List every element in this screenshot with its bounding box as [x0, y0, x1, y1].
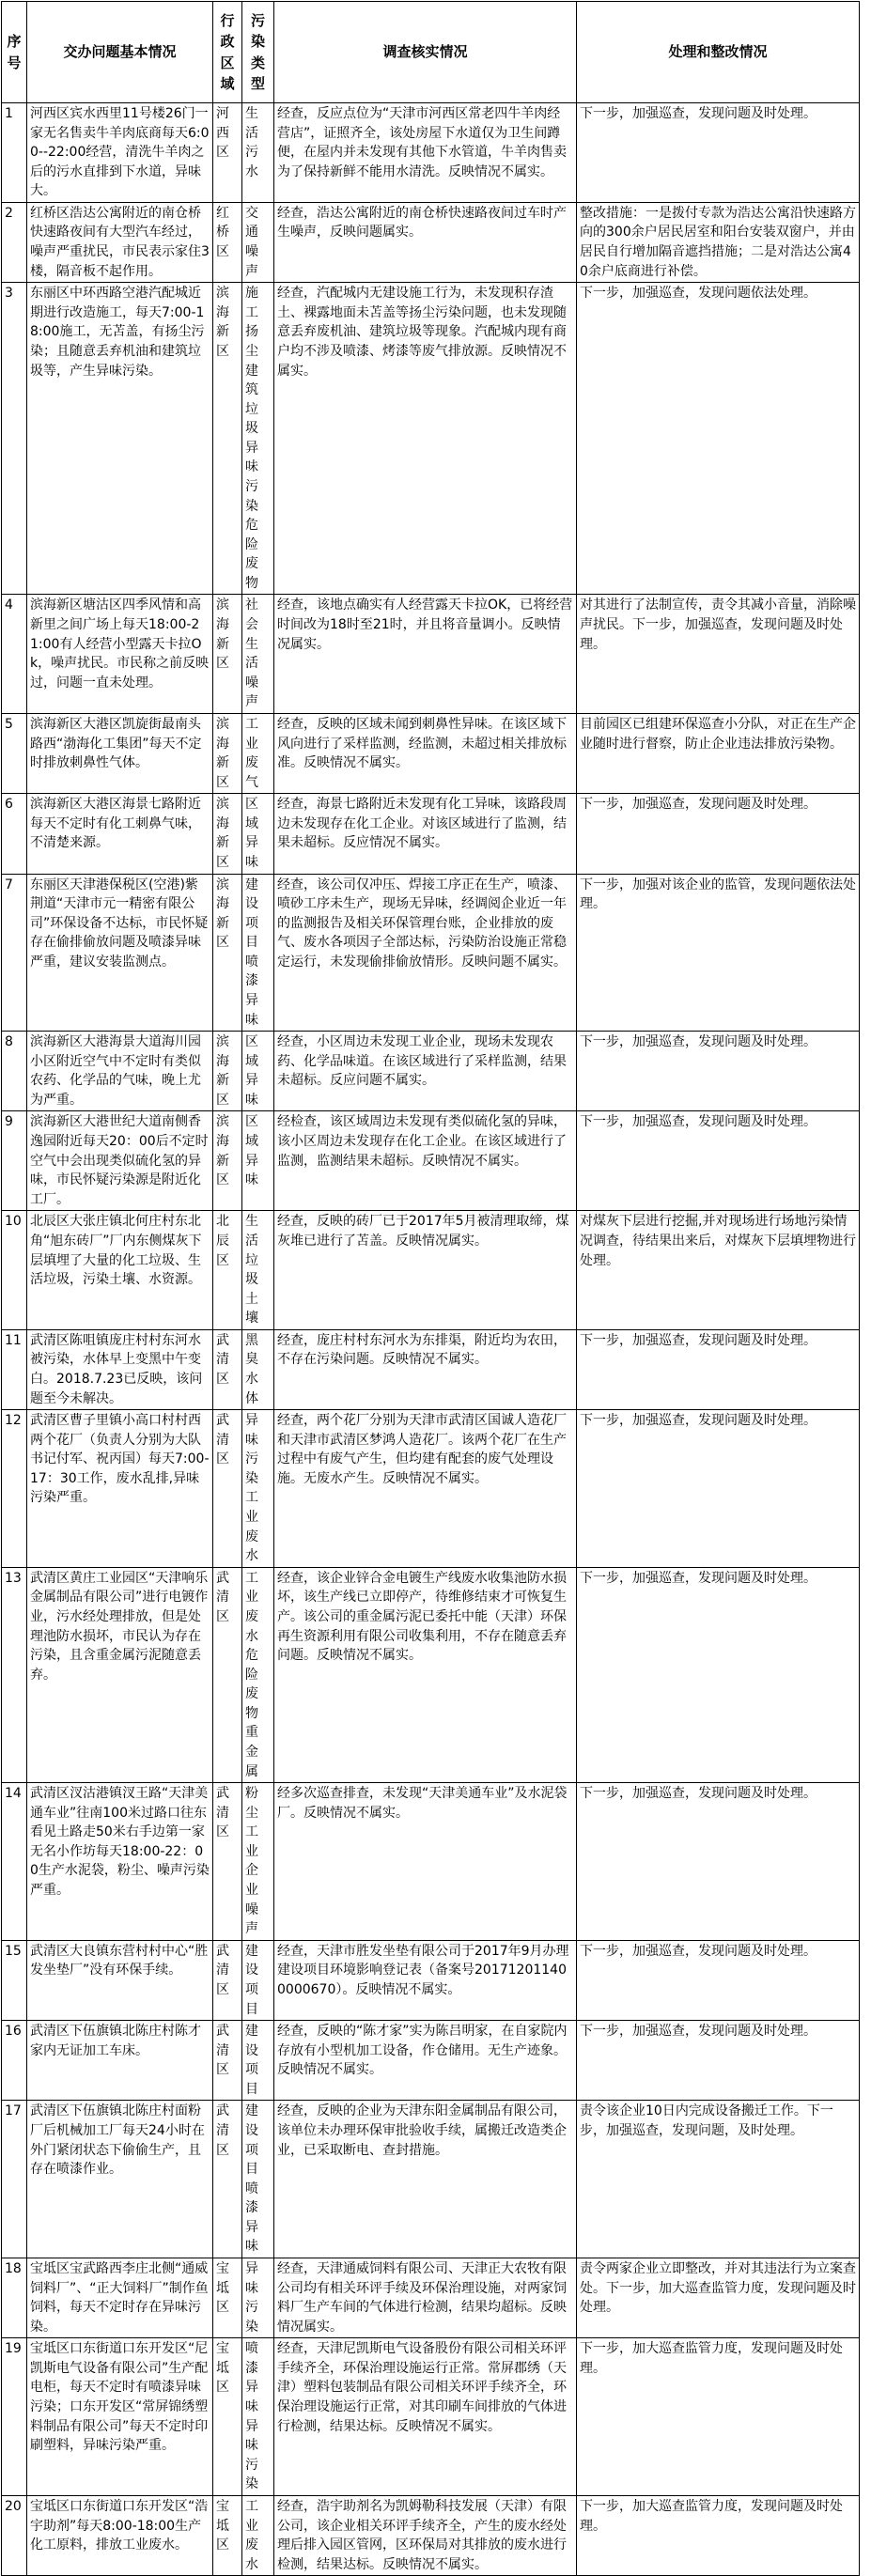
cell-region: 武清区 — [213, 1567, 242, 1782]
cell-investigation: 经查，该公司仅冲压、焊接工序正在生产，喷漆、喷砂工序未生产，现场无异味，经调阅企业近一年的监测报告及相关环保管理台账，企业排放的废气、废水各项因子全部达标，污染防治设施正常稳定运行，未发现偷排偷放情形。反映问题不属实。 — [274, 874, 577, 1032]
cell-handling: 下一步，加大巡查监管力度，发现问题及时处理。 — [577, 2495, 860, 2575]
cell-no: 7 — [2, 874, 27, 1032]
cell-no: 17 — [2, 2101, 27, 2258]
cell-type: 生活垃圾土壤 — [242, 1211, 274, 1329]
column-header-handling: 处理和整改情况 — [577, 2, 860, 103]
cell-handling: 下一步，加强巡查，发现问题及时处理。 — [577, 1410, 860, 1568]
complaints-table — [1, 1, 860, 2576]
cell-issue: 宝坻区口东街道口东开发区“浩宇助剂”每天8:00-18:00生产化工原料，排放工业废水。 — [27, 2495, 213, 2575]
cell-issue: 武清区黄庄工业园区“天津响乐金属制品有限公司”进行电镀作业，污水经处理排放，但是处理池防水损坏，市民认为存在污染，且含重金属污泥随意丢弃。 — [27, 1567, 213, 1782]
cell-issue: 滨海新区大港海景大道海川园小区附近空气中不定时有类似农药、化学品的气味，晚上尤为严重。 — [27, 1032, 213, 1111]
table-row — [2, 794, 860, 874]
cell-region: 红桥区 — [213, 202, 242, 282]
cell-no: 6 — [2, 794, 27, 874]
cell-type: 生活污水 — [242, 103, 274, 203]
cell-region: 滨海新区 — [213, 283, 242, 595]
cell-type: 建设项目喷漆异味 — [242, 874, 274, 1032]
cell-no: 16 — [2, 2021, 27, 2101]
cell-region: 滨海新区 — [213, 1111, 242, 1211]
cell-type: 喷漆异味异味污染 — [242, 2338, 274, 2496]
cell-region: 武清区 — [213, 2101, 242, 2258]
cell-handling: 下一步，加强巡查，发现问题及时处理。 — [577, 1567, 860, 1782]
cell-investigation: 经查，小区周边未发现工业企业，现场未发现农药、化学品味道。在该区域进行了采样监测，结果未超标。反应问题不属实。 — [274, 1032, 577, 1111]
cell-handling: 下一步，加大巡查监管力度，发现问题及时处理。 — [577, 2338, 860, 2496]
cell-issue: 东丽区天津港保税区(空港)紫荆道“天津市元一精密有限公司”环保设备不达标，市民怀疑存在偷排偷放问题及喷漆异味严重，建议安装监测点。 — [27, 874, 213, 1032]
cell-region: 宝坻区 — [213, 2495, 242, 2575]
cell-type: 粉尘工业企业噪声 — [242, 1783, 274, 1941]
cell-no: 1 — [2, 103, 27, 203]
table-row — [2, 874, 860, 1032]
cell-investigation: 经查，该企业锌合金电镀生产线废水收集池防水损坏，该生产线已立即停产，待维修结束才可恢复生产。该公司的重金属污泥已委托中能（天津）环保再生资源利用有限公司收集利用，不存在随意丢弃问题。反映情况不属实。 — [274, 1567, 577, 1782]
cell-region: 宝坻区 — [213, 2338, 242, 2496]
cell-region: 滨海新区 — [213, 595, 242, 713]
column-header-type: 污染类型 — [242, 2, 274, 103]
cell-handling: 责令该企业10日内完成设备搬迁工作。下一步，加强巡查，发现问题，及时处理。 — [577, 2101, 860, 2258]
cell-handling: 目前园区已组建环保巡查小分队，对正在生产企业随时进行督察，防止企业违法排放污染物。 — [577, 713, 860, 793]
cell-issue: 武清区曹子里镇小高口村村西两个花厂（负责人分别为大队书记付军、祝丙国）每天7:00-17：30工作，废水乱排,异味污染严重。 — [27, 1410, 213, 1568]
cell-type: 工业废水 — [242, 2495, 274, 2575]
cell-region: 武清区 — [213, 2021, 242, 2101]
cell-no: 9 — [2, 1111, 27, 1211]
cell-type: 交通噪声 — [242, 202, 274, 282]
cell-type: 社会生活噪声 — [242, 595, 274, 713]
cell-issue: 宝坻区口东街道口东开发区“尼凯斯电气设备有限公司”生产配电柜，每天不定时有喷漆异味污染；口东开发区“常屏锦绣塑料制品有限公司”每天不定时印刷塑料，异味污染严重。 — [27, 2338, 213, 2496]
cell-investigation: 经查，天津通威饲料有限公司、天津正大农牧有限公司均有相关环评手续及环保治理设施，对两家饲料厂生产车间的气体进行检测，结果均超标。反映情况属实。 — [274, 2258, 577, 2338]
cell-handling: 下一步，加强巡查，发现问题及时处理。 — [577, 2021, 860, 2101]
cell-no: 8 — [2, 1032, 27, 1111]
cell-handling: 下一步，加强巡查，发现问题及时处理。 — [577, 794, 860, 874]
cell-investigation: 经查，两个花厂分别为天津市武清区国诚人造花厂和天津市武清区梦鸿人造花厂。该两个花厂在生产过程中有废气产生，但均建有配套的废气处理设施。无废水产生。反映情况不属实。 — [274, 1410, 577, 1568]
table-row — [2, 283, 860, 595]
cell-no: 18 — [2, 2258, 27, 2338]
table-row — [2, 202, 860, 282]
cell-region: 北辰区 — [213, 1211, 242, 1329]
cell-region: 河西区 — [213, 103, 242, 203]
table-row — [2, 1032, 860, 1111]
cell-investigation: 经查，浩达公寓附近的南仓桥快速路夜间过车时产生噪声，反映问题属实。 — [274, 202, 577, 282]
cell-investigation: 经查，该地点确实有人经营露天卡拉OK，已将经营时间改为18时至21时，并且将音量调小。反映情况属实。 — [274, 595, 577, 713]
cell-region: 滨海新区 — [213, 1032, 242, 1111]
cell-type: 区域异味 — [242, 794, 274, 874]
cell-issue: 河西区宾水西里11号楼26门一家无名售卖牛羊肉底商每天6:00--22:00经营，清洗牛羊肉之后的污水直排到下水道，异味大。 — [27, 103, 213, 203]
cell-issue: 武清区汊沽港镇汊王路“天津美通车业”往南100米过路口往东看见土路走50米右手边第一家无名小作坊每天18:00-22：00生产水泥袋，粉尘、噪声污染严重。 — [27, 1783, 213, 1941]
cell-issue: 东丽区中环西路空港汽配城近期进行改造施工，每天7:00-18:00施工，无苫盖，有扬尘污染；且随意丢弃机油和建筑垃圾等，产生异味污染。 — [27, 283, 213, 595]
cell-region: 滨海新区 — [213, 794, 242, 874]
cell-type: 工业废气 — [242, 713, 274, 793]
cell-type: 建设项目 — [242, 1940, 274, 2020]
column-header-investigation: 调查核实情况 — [274, 2, 577, 103]
table-row — [2, 713, 860, 793]
cell-handling: 整改措施：一是拨付专款为浩达公寓沿快速路方向的300余户居民居室和阳台安装双窗户，并由居民自行增加隔音遮挡措施；二是对浩达公寓40余户底商进行补偿。 — [577, 202, 860, 282]
table-row — [2, 595, 860, 713]
cell-investigation: 经查，反映的“陈才家”实为陈吕明家，在自家院内存放有小型机加工设备，作仓储用。无生产迹象。反映情况不属实。 — [274, 2021, 577, 2101]
cell-issue: 宝坻区宝武路西李庄北侧“通威饲料厂”、“正大饲料厂”制作鱼饲料，每天不定时存在异味污染。 — [27, 2258, 213, 2338]
cell-handling: 下一步，加强巡查，发现问题及时处理。 — [577, 1329, 860, 1409]
cell-type: 施工扬尘建筑垃圾异味污染危险废物 — [242, 283, 274, 595]
cell-investigation: 经查，反映的区域未闻到刺鼻性异味。在该区域下风向进行了采样监测，经监测，未超过相关排放标准。反映情况不属实。 — [274, 713, 577, 793]
cell-no: 5 — [2, 713, 27, 793]
cell-handling: 下一步，加强巡查，发现问题依法处理。 — [577, 283, 860, 595]
cell-investigation: 经检查，该区域周边未发现有类似硫化氢的异味，该小区周边未发现存在化工企业。在该区域进行了监测，监测结果未超标。反映情况不属实。 — [274, 1111, 577, 1211]
table-row — [2, 2258, 860, 2338]
cell-investigation: 经查，反映的砖厂已于2017年5月被清理取缔，煤灰堆已进行了苫盖。反映情况属实。 — [274, 1211, 577, 1329]
table-row — [2, 1410, 860, 1568]
column-header-region: 行政区域 — [213, 2, 242, 103]
cell-type: 建设项目 — [242, 2021, 274, 2101]
cell-handling: 下一步，加强巡查，发现问题及时处理。 — [577, 1940, 860, 2020]
table-row — [2, 2101, 860, 2258]
cell-handling: 下一步，加强对该企业的监管，发现问题依法处理。 — [577, 874, 860, 1032]
cell-no: 19 — [2, 2338, 27, 2496]
cell-region: 武清区 — [213, 1940, 242, 2020]
cell-no: 12 — [2, 1410, 27, 1568]
cell-region: 滨海新区 — [213, 874, 242, 1032]
cell-issue: 红桥区浩达公寓附近的南仓桥快速路夜间有大型汽车经过，噪声严重扰民，市民表示家住3楼，隔音板不起作用。 — [27, 202, 213, 282]
table-row — [2, 1940, 860, 2020]
cell-no: 4 — [2, 595, 27, 713]
cell-investigation: 经查，汽配城内无建设施工行为，未发现积存渣土、裸露地面未苫盖等扬尘污染问题，也未发现随意丢弃废机油、建筑垃圾等现象。汽配城内现有商户均不涉及喷漆、烤漆等废气排放源。反映情况不属实。 — [274, 283, 577, 595]
cell-handling: 对煤灰下层进行挖掘,并对现场进行场地污染情况调查，待结果出来后，对煤灰下层填埋物进行处理。 — [577, 1211, 860, 1329]
cell-issue: 武清区下伍旗镇北陈庄村面粉厂后机械加工厂每天24小时在外门紧闭状态下偷偷生产，且存在喷漆作业。 — [27, 2101, 213, 2258]
document-page — [0, 1, 871, 2576]
cell-type: 工业废水危险废物重金属 — [242, 1567, 274, 1782]
cell-region: 武清区 — [213, 1783, 242, 1941]
table-row — [2, 1329, 860, 1409]
cell-handling: 下一步，加强巡查，发现问题及时处理。 — [577, 1111, 860, 1211]
cell-region: 滨海新区 — [213, 713, 242, 793]
table-row — [2, 1783, 860, 1941]
cell-type: 异味污染 — [242, 2258, 274, 2338]
table-row — [2, 2495, 860, 2575]
table-row — [2, 2338, 860, 2496]
cell-type: 区域异味 — [242, 1111, 274, 1211]
header-row — [2, 2, 860, 103]
cell-handling: 下一步，加强巡查，发现问题及时处理。 — [577, 1032, 860, 1111]
cell-region: 武清区 — [213, 1329, 242, 1409]
cell-no: 15 — [2, 1940, 27, 2020]
table-row — [2, 103, 860, 203]
cell-no: 3 — [2, 283, 27, 595]
cell-handling: 对其进行了法制宣传，责令其减小音量，消除噪声扰民。下一步，加强巡查，发现问题及时处理。 — [577, 595, 860, 713]
cell-no: 11 — [2, 1329, 27, 1409]
cell-investigation: 经查，海景七路附近未发现有化工异味，该路段周边未发现存在化工企业。对该区域进行了监测，结果未超标。反应情况不属实。 — [274, 794, 577, 874]
cell-no: 14 — [2, 1783, 27, 1941]
cell-issue: 武清区陈咀镇庞庄村村东河水被污染，水体早上变黑中午变白。2018.7.23已反映，该问题至今未解决。 — [27, 1329, 213, 1409]
cell-investigation: 经多次巡查排查，未发现“天津美通车业”及水泥袋厂。反映情况不属实。 — [274, 1783, 577, 1941]
cell-issue: 滨海新区塘沽区四季风情和高新里之间广场上每天18:00-21:00有人经营小型露天卡拉Ok，噪声扰民。市民称之前反映过，问题一直未处理。 — [27, 595, 213, 713]
table-row — [2, 1111, 860, 1211]
cell-issue: 滨海新区大港区凯旋街最南头路西“渤海化工集团”每天不定时排放刺鼻性气体。 — [27, 713, 213, 793]
cell-handling: 下一步，加强巡查，发现问题及时处理。 — [577, 1783, 860, 1941]
cell-handling: 下一步，加强巡查，发现问题及时处理。 — [577, 103, 860, 203]
cell-type: 异味污染工业废水 — [242, 1410, 274, 1568]
cell-issue: 滨海新区大港世纪大道南侧香逸园附近每天20：00后不定时空气中会出现类似硫化氢的异味，市民怀疑污染源是附近化工厂。 — [27, 1111, 213, 1211]
cell-investigation: 经查，天津尼凯斯电气设备股份有限公司相关环评手续齐全，环保治理设施运行正常。常屏郡绣（天津）塑料包装制品有限公司相关环评手续齐全，环保治理设施运行正常，对其印刷车间排放的气体进行检测，结果达标。反映情况不属实。 — [274, 2338, 577, 2496]
cell-type: 黑臭水体 — [242, 1329, 274, 1409]
cell-region: 武清区 — [213, 1410, 242, 1568]
cell-no: 2 — [2, 202, 27, 282]
cell-no: 10 — [2, 1211, 27, 1329]
cell-issue: 武清区大良镇东营村村中心“胜发坐垫厂”没有环保手续。 — [27, 1940, 213, 2020]
cell-region: 宝坻区 — [213, 2258, 242, 2338]
cell-investigation: 经查，反映的企业为天津东阳金属制品有限公司，该单位未办理环保审批验收手续，属搬迁改造类企业，已采取断电、查封措施。 — [274, 2101, 577, 2258]
table-row — [2, 1211, 860, 1329]
cell-investigation: 经查，反应点位为“天津市河西区常老四牛羊肉经营店”，证照齐全，该处房屋下水道仅为卫生间蹲便，在屋内并未发现有其他下水管道，牛羊肉售卖为了保持新鲜不能用水清洗。反映情况不属实。 — [274, 103, 577, 203]
cell-investigation: 经查，天津市胜发坐垫有限公司于2017年9月办理建设项目环境影响登记表（备案号201712011400000670）。反映情况不属实。 — [274, 1940, 577, 2020]
cell-investigation: 经查，庞庄村村东河水为东排渠，附近均为农田，不存在污染问题。反映情况不属实。 — [274, 1329, 577, 1409]
cell-no: 13 — [2, 1567, 27, 1782]
table-row — [2, 1567, 860, 1782]
cell-issue: 武清区下伍旗镇北陈庄村陈才家内无证加工车床。 — [27, 2021, 213, 2101]
cell-investigation: 经查，浩宇助剂名为凯姆勒科技发展（天津）有限公司，该企业相关环评手续齐全，产生的废水经处理后排入园区管网，区环保局对其排放的废水进行检测，结果达标。反映情况不属实。 — [274, 2495, 577, 2575]
cell-issue: 北辰区大张庄镇北何庄村东北角“旭东砖厂”厂内东侧煤灰下层填埋了大量的化工垃圾、生活垃圾，污染土壤、水资源。 — [27, 1211, 213, 1329]
cell-type: 建设项目喷漆异味 — [242, 2101, 274, 2258]
cell-handling: 责令两家企业立即整改，并对其违法行为立案查处。下一步，加大巡查监管力度，发现问题及时处理。 — [577, 2258, 860, 2338]
cell-issue: 滨海新区大港区海景七路附近每天不定时有化工刺鼻气味，不清楚来源。 — [27, 794, 213, 874]
cell-no: 20 — [2, 2495, 27, 2575]
column-header-issue: 交办问题基本情况 — [27, 2, 213, 103]
column-header-no: 序号 — [2, 2, 27, 103]
table-row — [2, 2021, 860, 2101]
cell-type: 区域异味 — [242, 1032, 274, 1111]
table-body — [2, 103, 860, 2576]
